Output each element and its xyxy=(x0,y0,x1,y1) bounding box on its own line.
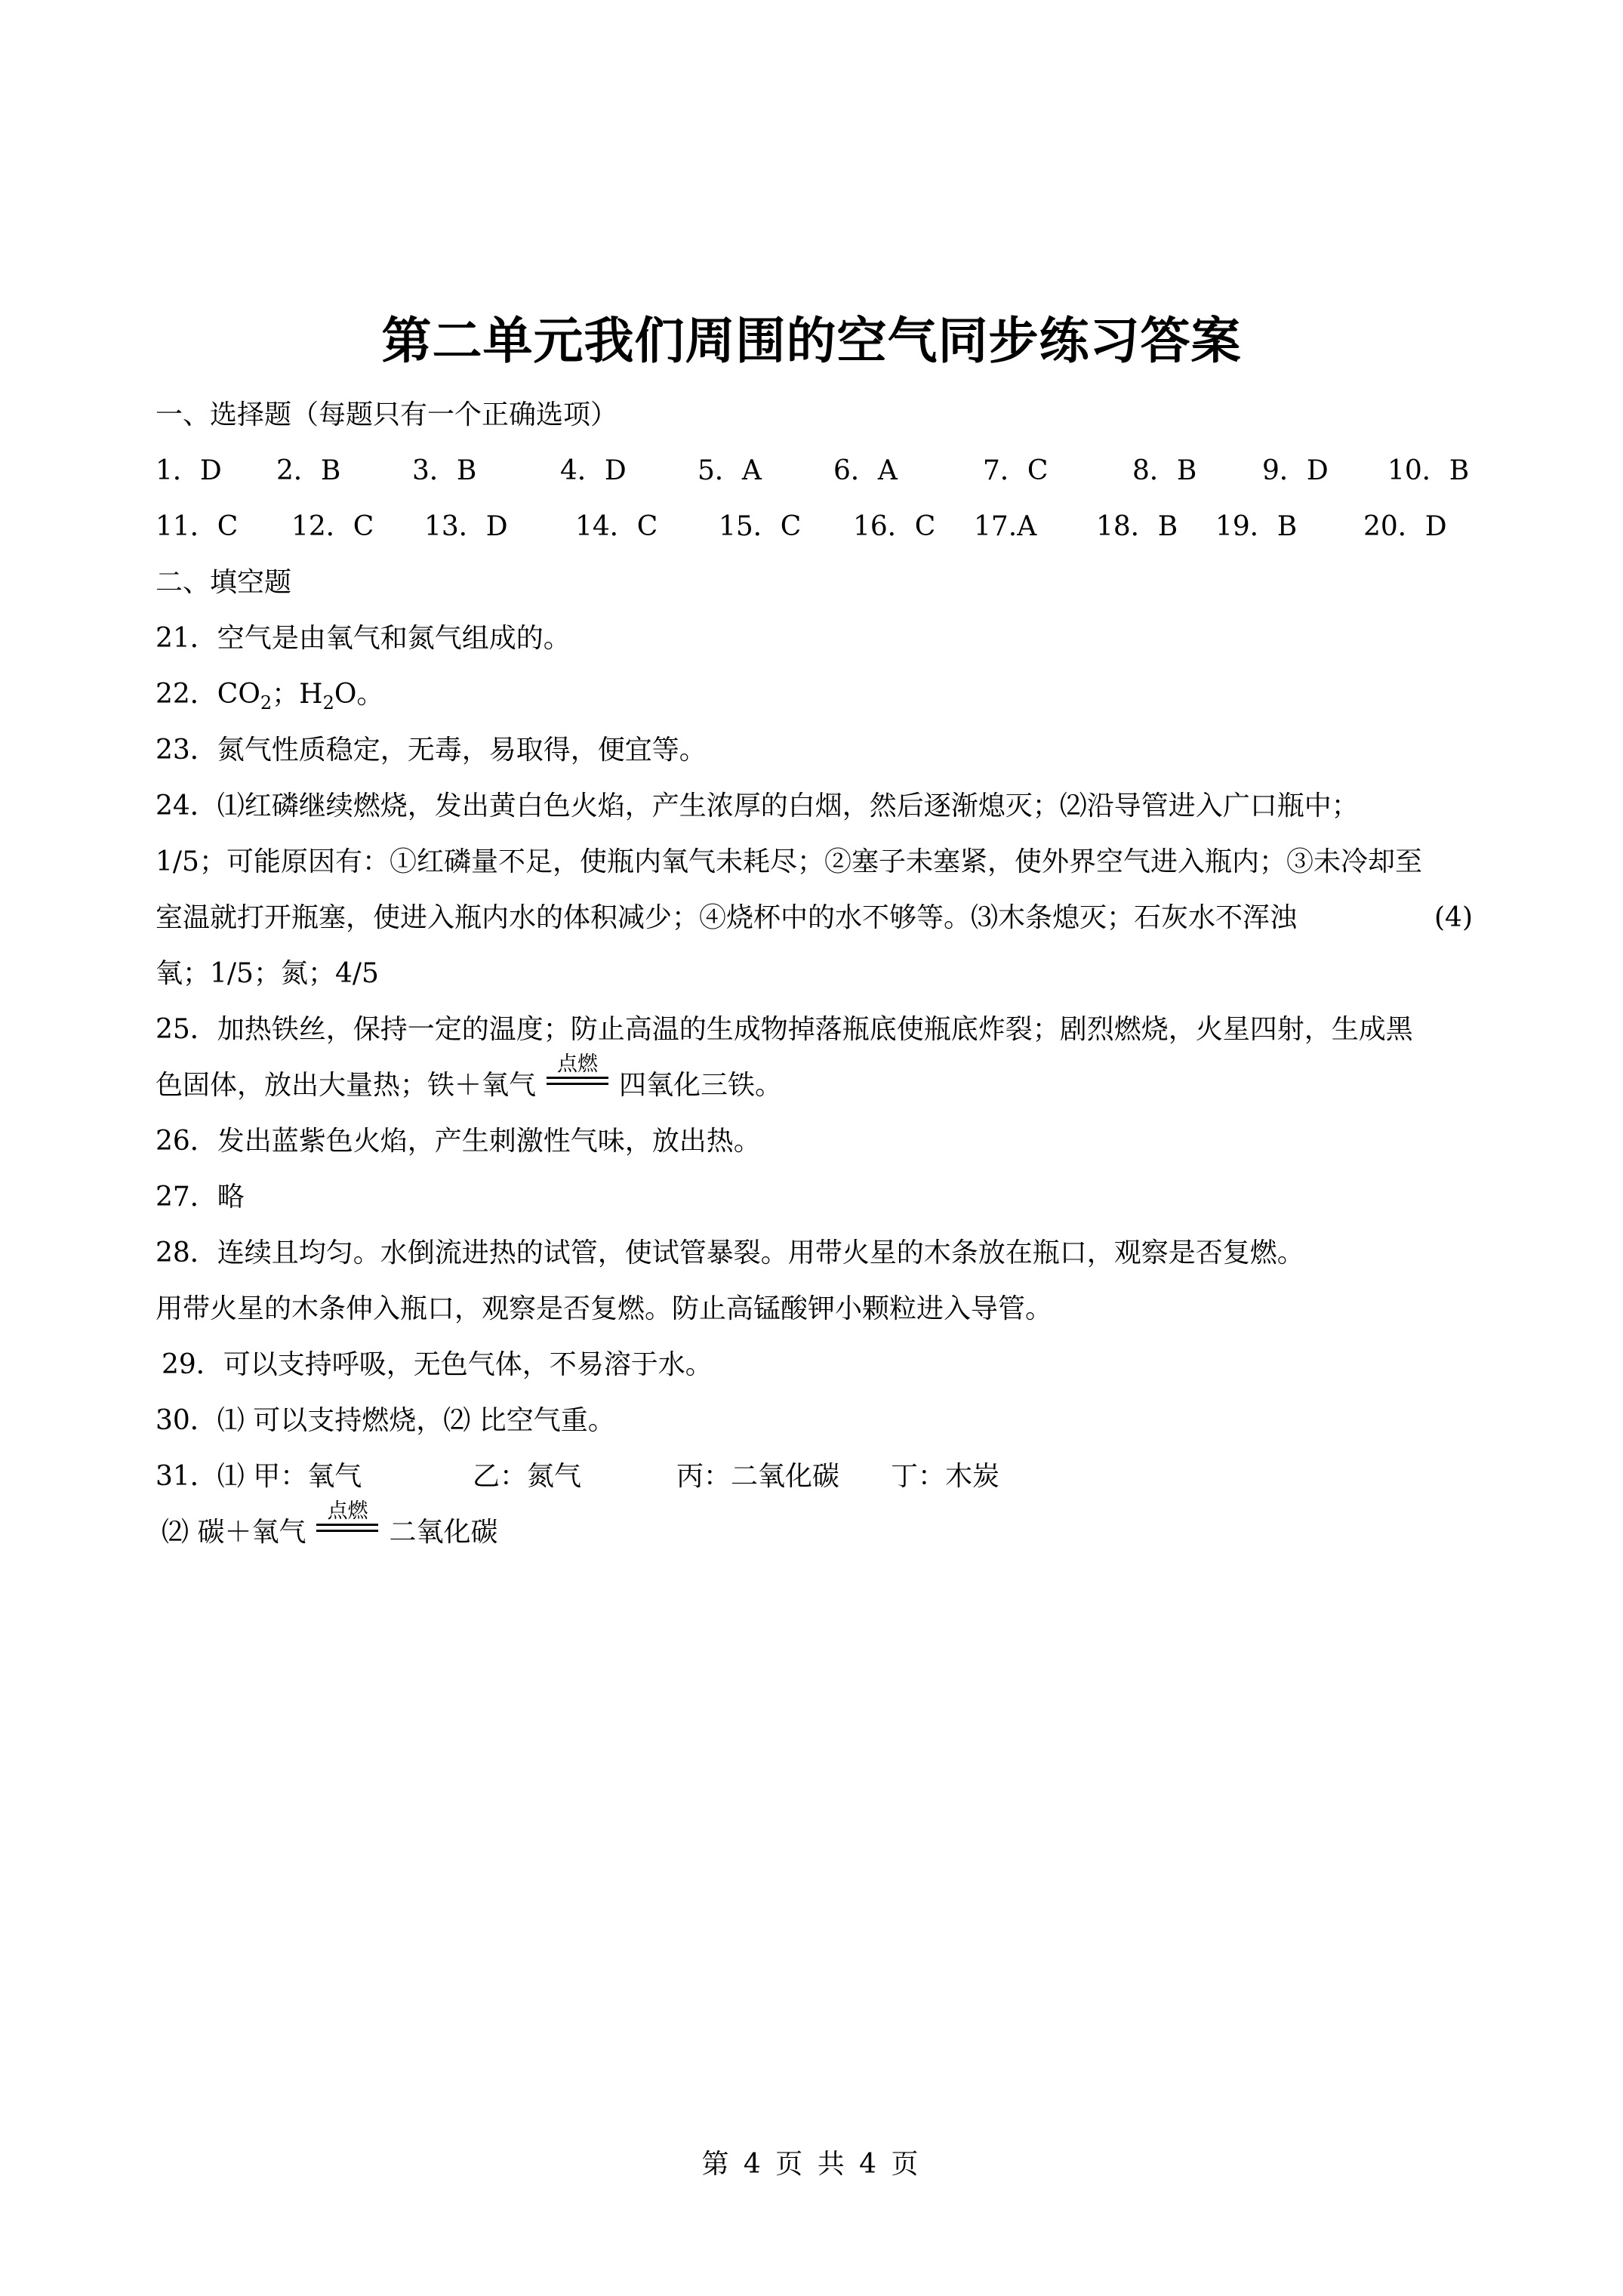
answer-22-part-b: ；H xyxy=(272,679,323,710)
answer-13: 13．D xyxy=(424,511,508,542)
answer-28-line-1: 28．连续且均匀。水倒流进热的试管，使试管暴裂。用带火星的木条放在瓶口，观察是否复燃。 xyxy=(156,1237,1304,1268)
answer-31-part-2: 乙：氮气 xyxy=(473,1461,582,1492)
answer-20: 20．D xyxy=(1363,511,1447,542)
answer-25-line-2 xyxy=(156,1052,783,1102)
answer-10: 10．B xyxy=(1387,455,1470,486)
answer-12: 12．C xyxy=(291,511,374,542)
answer-28-line-2: 用带火星的木条伸入瓶口，观察是否复燃。防止高锰酸钾小颗粒进入导管。 xyxy=(156,1293,1053,1324)
answer-22 xyxy=(156,678,383,720)
answer-24-part-4-label: (4) xyxy=(1434,902,1473,933)
page-number: 第 4 页 共 4 页 xyxy=(701,2149,922,2180)
reaction-condition: 点燃 xyxy=(557,1052,599,1076)
answer-22-part-a: 22．CO xyxy=(156,679,260,710)
answer-25-product: 四氧化三铁。 xyxy=(619,1070,783,1101)
answer-24-line-1: 24．⑴红磷继续燃烧，发出黄白色火焰，产生浓厚的白烟，然后逐渐熄灭；⑵沿导管进入广口瓶中； xyxy=(156,791,1359,821)
answer-24-line-4: 氧；1/5；氮；4/5 xyxy=(156,958,379,989)
page-title: 第二单元我们周围的空气同步练习答案 xyxy=(381,311,1242,370)
answer-15: 15．C xyxy=(719,511,802,542)
section-heading-choice: 一、选择题（每题只有一个正确选项） xyxy=(156,399,618,430)
answer-22-part-c: O。 xyxy=(334,679,384,710)
section-heading-fill: 二、填空题 xyxy=(156,567,292,598)
answer-25-line-1: 25．加热铁丝，保持一定的温度；防止高温的生成物掉落瓶底使瓶底炸裂；剧烈燃烧，火星四射，生成黑 xyxy=(156,1014,1413,1045)
answer-8: 8．B xyxy=(1132,455,1197,486)
answer-24-line-2: 1/5；可能原因有：①红磷量不足，使瓶内氧气未耗尽；②塞子未塞紧，使外界空气进入瓶内；③未冷却至 xyxy=(156,846,1422,877)
answer-29: 29．可以支持呼吸，无色气体，不易溶于水。 xyxy=(162,1349,713,1380)
answer-7: 7．C xyxy=(983,455,1049,486)
answer-1: 1．D xyxy=(156,455,222,486)
answer-22-sub-1: 2 xyxy=(260,692,273,714)
answer-31-part-3: 丙：二氧化碳 xyxy=(676,1461,840,1492)
answer-31-line-2 xyxy=(162,1499,498,1549)
answer-11: 11．C xyxy=(156,511,239,542)
answer-31-product: 二氧化碳 xyxy=(389,1517,498,1548)
answer-5: 5．A xyxy=(698,455,762,486)
answer-16: 16．C xyxy=(853,511,936,542)
answer-21: 21．空气是由氧气和氮气组成的。 xyxy=(156,623,571,654)
answer-18: 18．B xyxy=(1096,511,1178,542)
answer-31-part-1: 31．⑴ 甲：氧气 xyxy=(156,1461,362,1492)
answer-30: 30．⑴ 可以支持燃烧，⑵ 比空气重。 xyxy=(156,1405,615,1436)
answer-31-reactants: ⑵ 碳＋氧气 xyxy=(162,1517,306,1548)
answer-3: 3．B xyxy=(412,455,477,486)
answer-9: 9．D xyxy=(1262,455,1329,486)
answer-19: 19．B xyxy=(1215,511,1298,542)
reaction-arrow-2 xyxy=(312,1499,383,1549)
answer-14: 14．C xyxy=(575,511,658,542)
answer-31-part-4: 丁：木炭 xyxy=(891,1461,1000,1492)
answer-17: 17.A xyxy=(974,511,1037,542)
answer-22-sub-2: 2 xyxy=(322,692,334,714)
answer-6: 6．A xyxy=(833,455,898,486)
answer-25-reactants: 色固体，放出大量热；铁＋氧气 xyxy=(156,1070,537,1101)
reaction-arrow xyxy=(542,1052,613,1102)
reaction-condition-2: 点燃 xyxy=(327,1499,368,1523)
answer-26: 26．发出蓝紫色火焰，产生刺激性气味，放出热。 xyxy=(156,1126,761,1157)
answer-4: 4．D xyxy=(560,455,627,486)
answer-23: 23．氮气性质稳定，无毒，易取得，便宜等。 xyxy=(156,735,707,766)
answer-27: 27．略 xyxy=(156,1182,245,1213)
answer-2: 2．B xyxy=(276,455,341,486)
answer-24-line-3: 室温就打开瓶塞，使进入瓶内水的体积减少；④烧杯中的水不够等。⑶木条熄灭；石灰水不浑浊 xyxy=(156,902,1298,933)
